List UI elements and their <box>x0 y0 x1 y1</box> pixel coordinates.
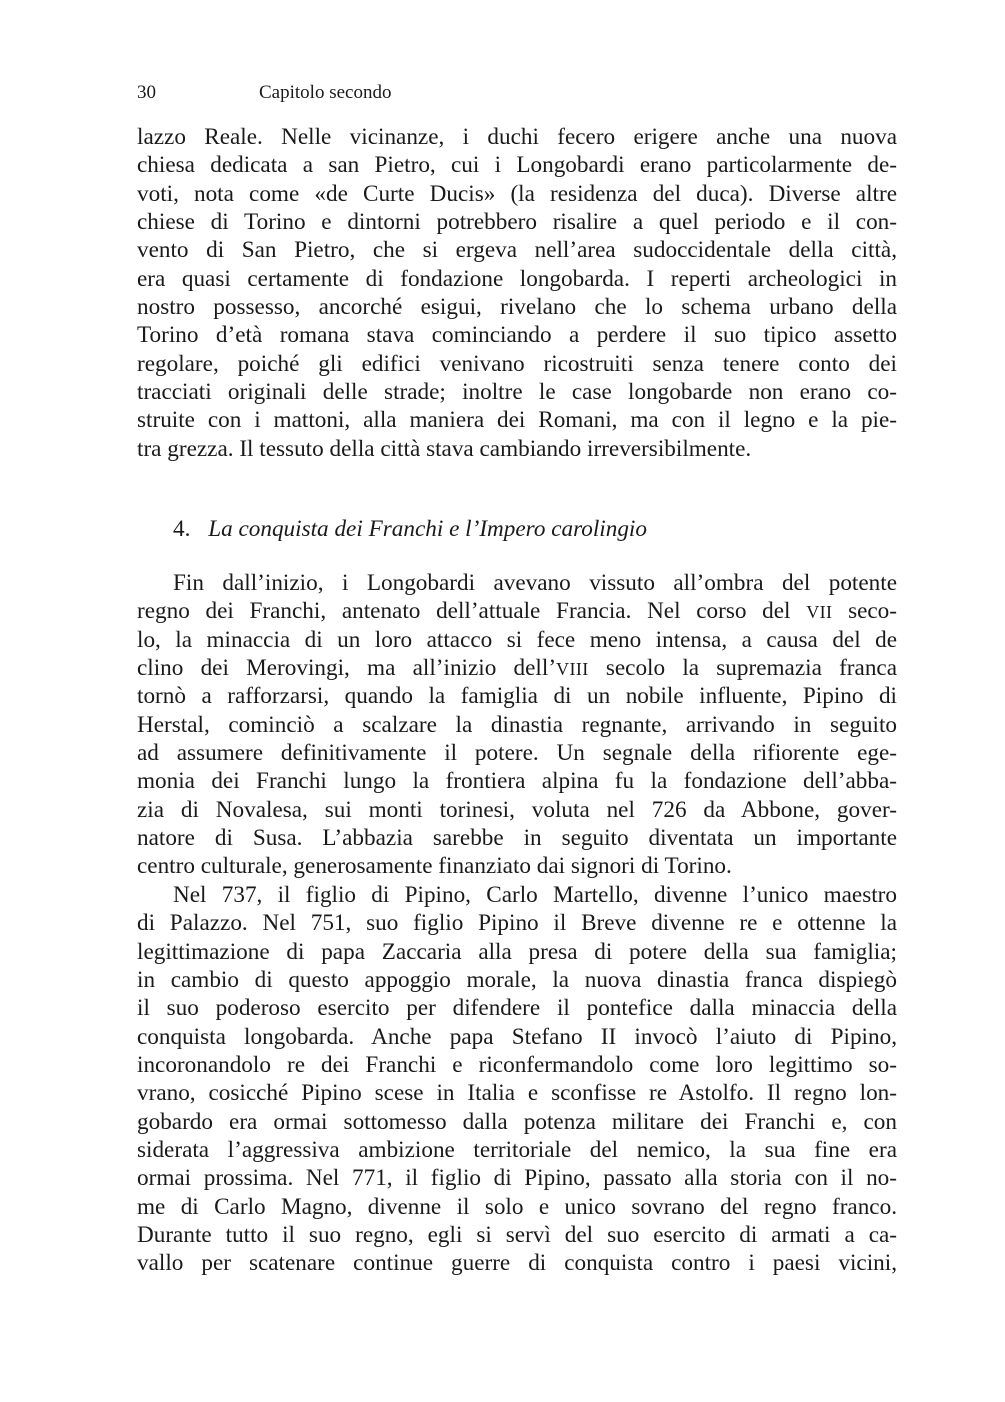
section-title: La conquista dei Franchi e l’Impero carolingio <box>208 516 647 542</box>
text-line: zia di Novalesa, sui monti torinesi, voluta nel 726 da Abbone, gover- <box>137 796 897 823</box>
text-line: chiese di Torino e dintorni potrebbero risalire a quel periodo e il con- <box>137 209 897 236</box>
text-line: legittimazione di papa Zaccaria alla presa di potere della sua famiglia; <box>137 938 897 965</box>
text-line: Torino d’età romana stava cominciando a perdere il suo tipico assetto <box>137 322 897 349</box>
paragraph-3 <box>137 881 897 1278</box>
text-line: natore di Susa. L’abbazia sarebbe in seguito diventata un importante <box>137 825 897 852</box>
text-line: lazzo Reale. Nelle vicinanze, i duchi fecero erigere anche una nuova <box>137 124 897 150</box>
text-line: clino dei Merovingi, ma all’inizio dell’VIII secolo la supremazia franca <box>137 655 897 682</box>
text-line: centro culturale, generosamente finanziato dai signori di Torino. <box>137 853 732 880</box>
text-line: in cambio di questo appoggio morale, la nuova dinastia franca dispiegò <box>137 966 897 993</box>
text-line: vallo per scatenare continue guerre di conquista contro i paesi vicini, <box>137 1250 897 1277</box>
text-line: ad assumere definitivamente il potere. Un segnale della rifiorente ege- <box>137 740 897 767</box>
paragraph-2 <box>137 569 897 881</box>
text-line: nostro possesso, ancorché esigui, rivelano che lo schema urbano della <box>137 294 897 321</box>
text-line: chiesa dedicata a san Pietro, cui i Longobardi erano particolarmente de- <box>137 152 897 179</box>
section-heading <box>173 514 647 544</box>
text-line: lo, la minaccia di un loro attacco si fece meno intensa, a causa del de <box>137 626 897 653</box>
running-head <box>137 80 897 106</box>
text-line: tracciati originali delle strade; inoltre le case longobarde non erano co- <box>137 379 897 406</box>
text-line: siderata l’aggressiva ambizione territoriale del nemico, la sua fine era <box>137 1136 897 1163</box>
text-line: vrano, cosicché Pipino scese in Italia e sconfisse re Astolfo. Il regno lon- <box>137 1080 897 1107</box>
text-line: regolare, poiché gli edifici venivano ricostruiti senza tenere conto dei <box>137 350 897 377</box>
text-line: regno dei Franchi, antenato dell’attuale Francia. Nel corso del VII seco- <box>137 598 897 625</box>
text-line: il suo poderoso esercito per difendere il pontefice dalla minaccia della <box>137 995 897 1022</box>
text-line: era quasi certamente di fondazione longobarda. I reperti archeologici in <box>137 265 897 292</box>
paragraph-1 <box>137 123 897 463</box>
section-number: 4. <box>173 516 191 542</box>
text-line: vento di San Pietro, che si ergeva nell’area sudoccidentale della città, <box>137 237 897 264</box>
text-line: Herstal, cominciò a scalzare la dinastia regnante, arrivando in seguito <box>137 711 897 738</box>
running-title: Capitolo secondo <box>259 82 392 103</box>
text-line: incoronandolo re dei Franchi e riconfermandolo come loro legittimo so- <box>137 1051 897 1078</box>
text-line: me di Carlo Magno, divenne il solo e unico sovrano del regno franco. <box>137 1193 897 1220</box>
text-line: ormai prossima. Nel 771, il figlio di Pipino, passato alla storia con il no- <box>137 1165 897 1192</box>
text-line: Durante tutto il suo regno, egli si servì del suo esercito di armati a ca- <box>137 1221 897 1248</box>
page-number: 30 <box>137 82 156 103</box>
text-line: monia dei Franchi lungo la frontiera alpina fu la fondazione dell’abba- <box>137 768 897 795</box>
text-line: di Palazzo. Nel 751, suo figlio Pipino il Breve divenne re e ottenne la <box>137 910 897 937</box>
text-line: Nel 737, il figlio di Pipino, Carlo Martello, divenne l’unico maestro <box>173 881 897 908</box>
text-line: voti, nota come «de Curte Ducis» (la residenza del duca). Diverse altre <box>137 180 897 207</box>
text-line: struite con i mattoni, alla maniera dei Romani, ma con il legno e la pie- <box>137 407 897 434</box>
text-line: tornò a rafforzarsi, quando la famiglia di un nobile influente, Pipino di <box>137 683 897 710</box>
text-line: tra grezza. Il tessuto della città stava cambiando irreversibilmente. <box>137 435 752 462</box>
text-line: gobardo era ormai sottomesso dalla potenza militare dei Franchi e, con <box>137 1108 897 1135</box>
text-line: conquista longobarda. Anche papa Stefano II invocò l’aiuto di Pipino, <box>137 1023 897 1050</box>
text-line: Fin dall’inizio, i Longobardi avevano vissuto all’ombra del potente <box>173 570 897 596</box>
